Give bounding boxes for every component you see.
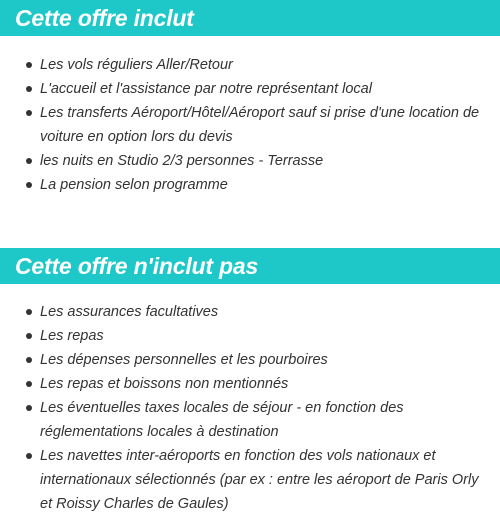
list-item xyxy=(0,300,500,324)
list-item-text: La pension selon programme xyxy=(40,177,228,193)
list-item xyxy=(0,444,500,516)
list-item-text: Les repas xyxy=(40,328,104,344)
bullet-icon xyxy=(26,453,32,459)
list-item-text: Les éventuelles taxes locales de séjour - en fonction des réglementations locales à destination xyxy=(40,400,404,440)
bullet-icon xyxy=(26,309,32,315)
list-item-text: Les vols réguliers Aller/Retour xyxy=(40,57,233,73)
list-item xyxy=(0,101,500,149)
list-item xyxy=(0,173,500,197)
bullet-icon xyxy=(26,357,32,363)
list-item-text: Les dépenses personnelles et les pourboires xyxy=(40,352,328,368)
list-item-text: Les transferts Aéroport/Hôtel/Aéroport sauf si prise d'une location de voiture en option lors du devis xyxy=(40,105,480,145)
bullet-icon xyxy=(26,381,32,387)
excludes-list xyxy=(0,300,500,516)
list-item xyxy=(0,348,500,372)
list-item-text: L'accueil et l'assistance par notre représentant local xyxy=(40,81,372,97)
bullet-icon xyxy=(26,333,32,339)
bullet-icon xyxy=(26,158,32,164)
list-item-text: Les repas et boissons non mentionnés xyxy=(40,376,289,392)
list-item-text: les nuits en Studio 2/3 personnes - Terrasse xyxy=(40,153,324,169)
bullet-icon xyxy=(26,405,32,411)
list-item xyxy=(0,53,500,77)
list-item xyxy=(0,77,500,101)
bullet-icon xyxy=(26,86,32,92)
list-item-text: Les assurances facultatives xyxy=(40,304,219,320)
bullet-icon xyxy=(26,110,32,116)
includes-list xyxy=(0,53,500,197)
list-item xyxy=(0,324,500,348)
bullet-icon xyxy=(26,62,32,68)
excludes-section-title: Cette offre n'inclut pas xyxy=(0,248,500,284)
list-item xyxy=(0,149,500,173)
list-item-text: Les navettes inter-aéroports en fonction des vols nationaux et internationaux sélectionnés (par ex : entre les aéroport de Paris Orly et Roissy Charles de Gaules) xyxy=(40,448,479,512)
list-item xyxy=(0,396,500,444)
list-item xyxy=(0,372,500,396)
includes-section-title: Cette offre inclut xyxy=(0,0,500,36)
bullet-icon xyxy=(26,182,32,188)
